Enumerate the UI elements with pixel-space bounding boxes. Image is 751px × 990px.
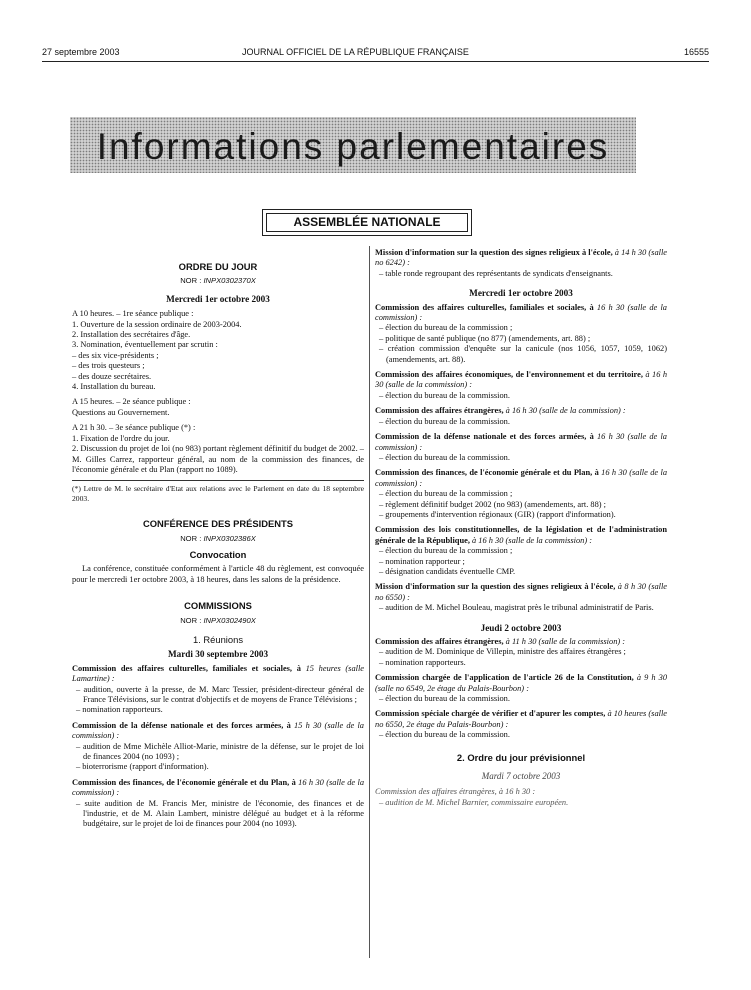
agenda-item: – élection du bureau de la commission. [375,730,667,740]
seance-1-item: – des trois questeurs ; [72,361,145,371]
agenda-item: – groupements d'intervention régionaux (GIR) (rapport d'information). [375,510,667,520]
nor-label: NOR : [180,276,202,286]
commission-block [375,468,667,520]
agenda-item: – audition de Mme Michèle Alliot-Marie, ministre de la défense, sur le projet de loi de finances 2004 (no 1093) ; [72,742,364,763]
seance-3-title: A 21 h 30. – 3e séance publique (*) : [72,423,196,433]
agenda-item: – élection du bureau de la commission ; [375,489,667,499]
agenda-item: – audition de M. Michel Bouleau, magistrat près le tribunal administratif de Paris. [375,603,667,613]
agenda-item: – audition de M. Michel Barnier, commissaire européen. [375,798,667,808]
chamber-title: ASSEMBLÉE NATIONALE [266,213,468,232]
day-heading: Jeudi 2 octobre 2003 [480,622,562,633]
day-heading: Mercredi 1er octobre 2003 [469,288,573,299]
ordre-title: ORDRE DU JOUR [178,261,258,272]
commission-name: Commission des finances, de l'économie générale et du Plan, à [375,468,599,478]
agenda-item: – création commission d'enquête sur la canicule (nos 1056, 1057, 1059, 1062) (amendements, art. 88). [375,344,667,365]
seance-3 [72,423,364,475]
seance-1-item: 4. Installation du bureau. [72,382,156,392]
commissions-title: COMMISSIONS [184,600,252,612]
seance-1-item: 2. Installation des secrétaires d'âge. [72,330,191,340]
mission-time: à 8 h 30 (salle no 6550) : [375,582,668,602]
agenda-item: – règlement définitif budget 2002 (no 983) (amendements, art. 88) ; [375,500,667,510]
commission-time: 16 h 30 (salle de la commission) : [72,777,365,798]
commission-time: à 16 h 30 (salle de la commission) : [472,535,593,545]
commission-name: Commission chargée de l'application de l'article 26 de la Constitution, [375,673,634,683]
convocation-text: La conférence, constituée conformément à l'article 48 du règlement, est convoquée pour le mercredi 1er octobre 2003, à 18 heures, dans les salons de la présidence. [72,564,364,584]
left-column [72,262,364,830]
commission-block [72,721,364,773]
convocation-title: Convocation [189,548,247,560]
commission-time: 16 h 30 (salle de la commission) : [375,432,667,452]
agenda-item: – audition, ouverte à la presse, de M. Marc Tessier, président-directeur général de France Télévisions, sur le contrat d'objectifs et de moyens de France Télévisions ; [72,685,364,706]
commission-time: à 16 h 30 (salle de la commission) : [505,406,626,416]
seance-3-item: 1. Fixation de l'ordre du jour. [72,433,170,443]
reunions-date: Mardi 30 septembre 2003 [167,649,269,660]
footnote-rule [72,480,364,481]
commission-name: Commission des lois constitutionnelles, de la législation et de l'administration générale de la République, [375,525,667,545]
mission-time: à 14 h 30 (salle no 6242) : [375,248,667,268]
commission-block [375,673,667,704]
commission-name: Commission des affaires économiques, de l'environnement et du territoire, [375,370,643,380]
mission-name: Mission d'information sur la question des signes religieux à l'école, [375,582,616,592]
commission-time: à 10 heures (salle no 6550, 2e étage du Palais-Bourbon) : [375,709,668,729]
banner-title: Informations parlementaires [96,126,610,167]
commission-block [375,303,667,365]
commission-block [375,637,667,668]
commission-time: 16 h 30 (salle de la commission) : [375,302,667,323]
commission-name: Commission de la défense nationale et des forces armées, à [375,432,594,442]
commission-block [72,778,364,830]
agenda-item: – audition de M. Dominique de Villepin, ministre des affaires étrangères ; [375,647,667,657]
agenda-line: Commission des affaires étrangères, à 16 h 30 : [375,787,536,797]
seance-2 [72,397,364,418]
mission-block [375,582,667,613]
commissions-nor [72,616,364,626]
seance-1-title: A 10 heures. – 1re séance publique : [72,309,194,319]
seance-1 [72,309,364,392]
commission-name: Commission spéciale chargée de vérifier et d'apurer les comptes, [375,709,606,719]
nor-label: NOR : [180,533,202,543]
commission-name: Commission des finances, de l'économie générale et du Plan, à [72,777,296,787]
header-journal: JOURNAL OFFICIEL DE LA RÉPUBLIQUE FRANÇAISE [242,47,469,57]
agenda-item: – table ronde regroupant des représentants de syndicats d'enseignants. [375,269,667,279]
header-page-number: 16555 [683,47,709,57]
commission-time: 15 heures (salle Lamartine) : [72,663,365,684]
reunions-title: 1. Réunions [192,633,244,645]
seance-2-item: Questions au Gouvernement. [72,407,170,417]
day-heading: Mardi 7 octobre 2003 [481,771,561,782]
agenda-item: – suite audition de M. Francis Mer, ministre de l'économie, des finances et de l'industrie, et de M. Alain Lambert, ministre délégué au budget et à la réforme budgétaire, sur le projet de loi de finances pour 2004 (no 1093). [72,799,364,830]
chamber-title-box [262,209,472,236]
nor-code: INPX0302370X [203,276,256,286]
seance-1-item: – des six vice-présidents ; [72,350,159,360]
agenda-item: – bioterrorisme (rapport d'information). [72,762,364,772]
seance-1-item: – des douze secrétaires. [72,371,152,381]
commission-block [375,370,667,401]
header-date: 27 septembre 2003 [42,47,120,57]
mission-block [375,248,667,279]
nor-code: INPX0302386X [203,533,256,543]
nor-label: NOR : [180,615,202,625]
agenda-item: – élection du bureau de la commission. [375,694,667,704]
seance-1-item: 3. Nomination, éventuellement par scrutin : [72,340,218,350]
agenda-item: – nomination rapporteur ; [375,557,667,567]
column-divider [369,246,370,958]
right-column [375,248,667,808]
agenda-item: – nomination rapporteurs. [375,658,667,668]
agenda-item: – désignation candidats éventuelle CMP. [375,567,667,577]
ordre-date: Mercredi 1er octobre 2003 [166,293,270,304]
section-banner [70,117,636,173]
agenda-item: – élection du bureau de la commission. [375,417,667,427]
nor-code: INPX0302490X [203,615,256,625]
seance-3-item: 2. Discussion du projet de loi (no 983) portant règlement définitif du budget de 2002. – M. Gilles Carrez, rapporteur général, au nom de la commission des finances, de l'économie générale et du Plan (rapport no 1089). [72,444,364,474]
conference-nor [72,534,364,544]
commission-time: à 9 h 30 (salle no 6549, 2e étage du Palais-Bourbon) : [375,673,668,693]
agenda-item: – élection du bureau de la commission. [375,391,667,401]
commission-block [72,664,364,716]
commission-name: Commission des affaires étrangères, [375,406,504,416]
commission-name: Commission des affaires culturelles, familiales et sociales, à [375,302,594,312]
seance-2-title: A 15 heures. – 2e séance publique : [72,397,191,407]
agenda-item: – élection du bureau de la commission ; [375,546,667,556]
footnote: (*) Lettre de M. le secrétaire d'Etat aux relations avec le Parlement en date du 18 septembre 2003. [72,484,364,503]
commission-block [375,709,667,740]
agenda-item: – politique de santé publique (no 877) (amendements, art. 88) ; [375,334,667,344]
commission-block [375,432,667,463]
commission-block [375,525,667,577]
commission-block [375,406,667,427]
commission-time: 16 h 30 (salle de la commission) : [375,468,668,488]
agenda-item: – nomination rapporteurs. [72,705,364,715]
commission-time: à 11 h 30 (salle de la commission) : [505,637,626,646]
agenda-item: – élection du bureau de la commission. [375,453,667,463]
commission-time: 15 h 30 (salle de la commission) : [72,720,364,741]
mission-name: Mission d'information sur la question des signes religieux à l'école, [375,248,613,257]
header-rule [42,61,709,62]
commission-name: Commission des affaires culturelles, familiales et sociales, à [72,663,301,673]
conference-title: CONFÉRENCE DES PRÉSIDENTS [142,518,294,530]
commission-name: Commission des affaires étrangères, [375,637,504,646]
agenda-item: – élection du bureau de la commission ; [375,323,667,333]
section-2-title: 2. Ordre du jour prévisionnel [456,751,586,763]
commission-time: à 16 h 30 (salle de la commission) : [375,370,667,390]
commission-name: Commission de la défense nationale et des forces armées, à [72,720,291,730]
seance-1-item: 1. Ouverture de la session ordinaire de 2003-2004. [72,319,242,329]
ordre-nor [72,276,364,286]
